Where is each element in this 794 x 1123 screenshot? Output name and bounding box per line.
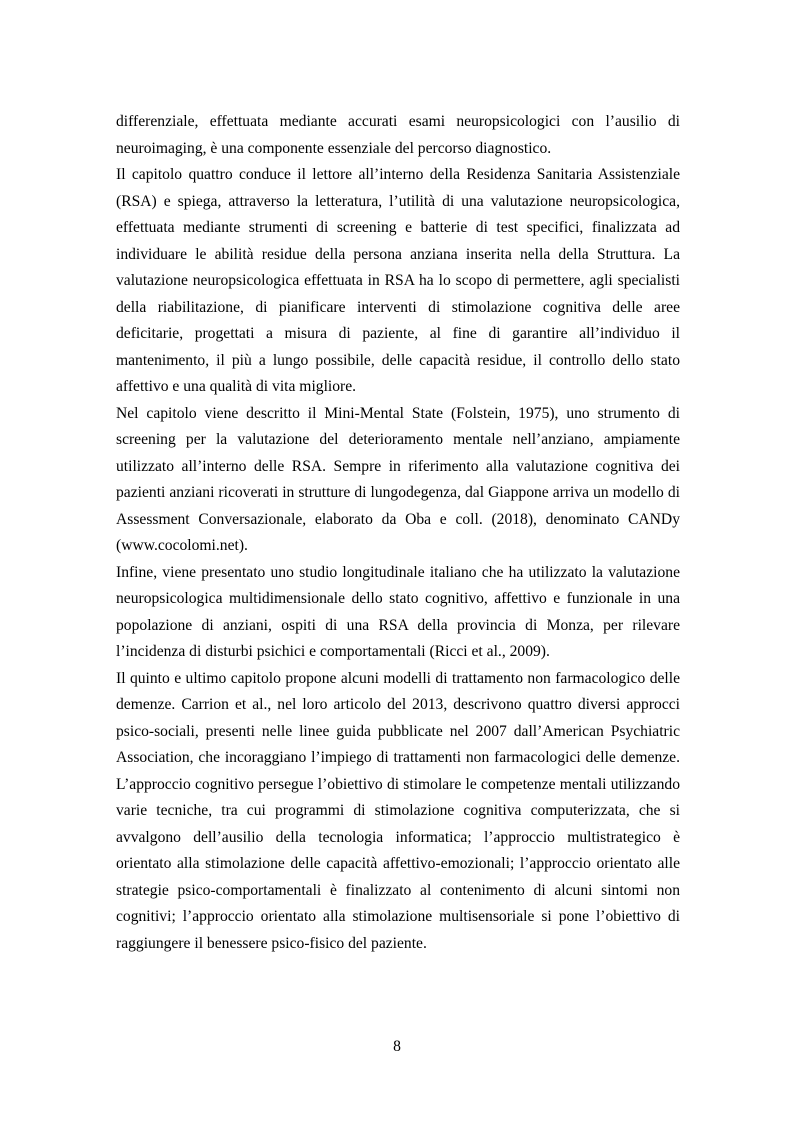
paragraph-1: differenziale, effettuata mediante accurati esami neuropsicologici con l’ausilio di neuroimaging, è una componente essenziale del percorso diagnostico.	[116, 113, 680, 157]
paragraph-2: Il capitolo quattro conduce il lettore all’interno della Residenza Sanitaria Assistenziale (RSA) e spiega, attraverso la letteratura, l’utilità di una valutazione neuropsicologica, effettuata mediante strumenti di screening e batterie di test specifici, finalizzata ad individuare le abilità residue della persona anziana inserita nella della Struttura. La valutazione neuropsicologica effettuata in RSA ha lo scopo di permettere, agli specialisti della riabilitazione, di pianificare interventi di stimolazione cognitiva delle aree deficitarie, progettati a misura di paziente, al fine di garantire all’individuo il mantenimento, il più a lungo possibile, delle capacità residue, il controllo dello stato affettivo e una qualità di vita migliore.	[116, 166, 680, 395]
paragraph-4: Infine, viene presentato uno studio longitudinale italiano che ha utilizzato la valutazione neuropsicologica multidimensionale dello stato cognitivo, affettivo e funzionale in una popolazione di anziani, ospiti di una RSA della provincia di Monza, per rilevare l’incidenza di disturbi psichici e comportamentali (Ricci et al., 2009).	[116, 563, 680, 660]
paragraph-3: Nel capitolo viene descritto il Mini-Mental State (Folstein, 1975), uno strumento di screening per la valutazione del deterioramento mentale nell’anziano, ampiamente utilizzato all’interno delle RSA. Sempre in riferimento alla valutazione cognitiva dei pazienti anziani ricoverati in strutture di lungodegenza, dal Giappone arriva un modello di Assessment Conversazionale, elaborato da Oba e coll. (2018), denominato CANDy (www.cocolomi.net).	[116, 404, 680, 554]
paragraph-5: Il quinto e ultimo capitolo propone alcuni modelli di trattamento non farmacologico delle demenze. Carrion et al., nel loro articolo del 2013, descrivono quattro diversi approcci psico-sociali, presenti nelle linee guida pubblicate nel 2007 dall’American Psychiatric Association, che incoraggiano l’impiego di trattamenti non farmacologici delle demenze. L’approccio cognitivo persegue l’obiettivo di stimolare le competenze mentali utilizzando varie tecniche, tra cui programmi di stimolazione cognitiva computerizzata, che si avvalgono dell’ausilio della tecnologia informatica; l’approccio multistrategico è orientato alla stimolazione delle capacità affettivo-emozionali; l’approccio orientato alle strategie psico-comportamentali è finalizzato al contenimento di alcuni sintomi non cognitivi; l’approccio orientato alla stimolazione multisensoriale si pone l’obiettivo di raggiungere il benessere psico-fisico del paziente.	[116, 669, 680, 952]
page-number: 8	[393, 1038, 401, 1055]
body-text	[116, 109, 680, 957]
